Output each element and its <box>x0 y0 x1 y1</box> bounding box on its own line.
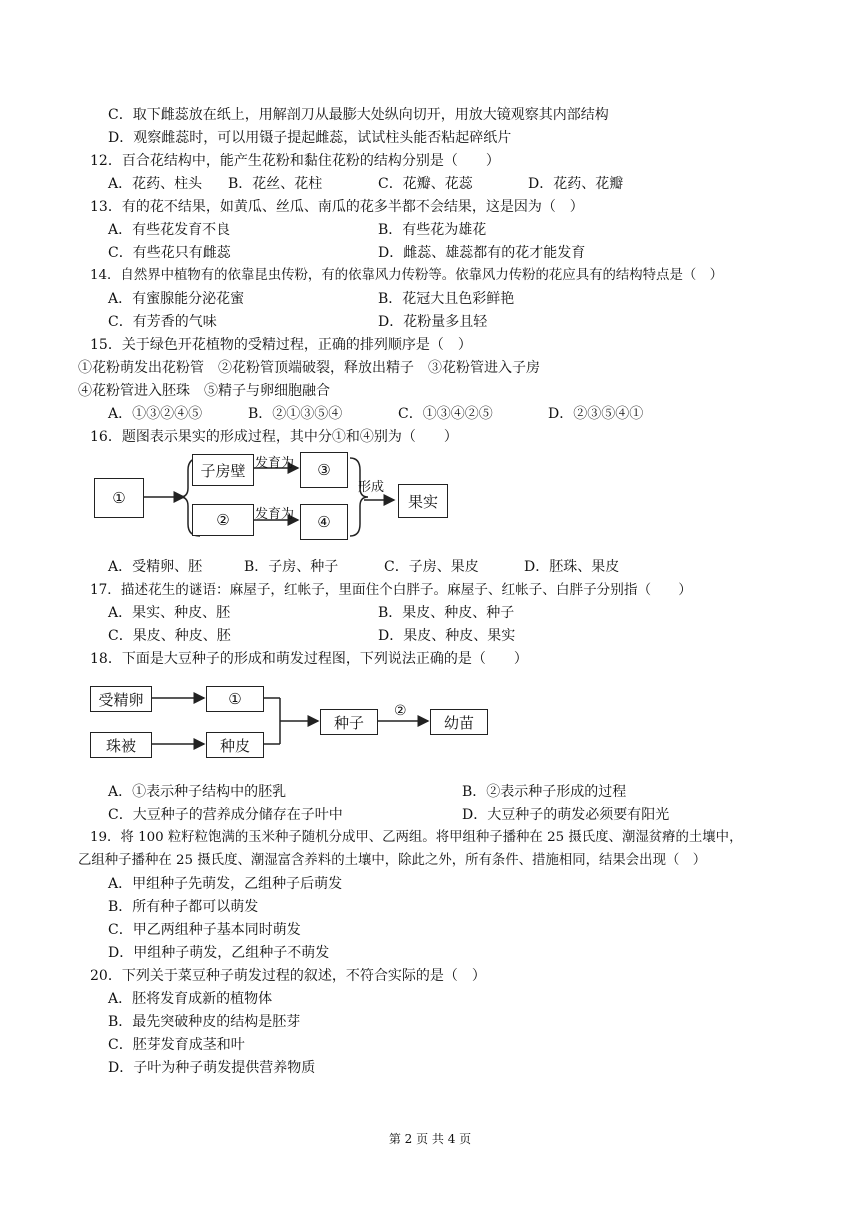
q18-box-seedling: 幼苗 <box>430 709 488 735</box>
q12-option-a: A．花药、柱头 <box>108 176 203 192</box>
q12-option-c: C．花瓣、花蕊 <box>378 176 473 192</box>
q15-option-c: C．①③④②⑤ <box>398 406 493 422</box>
q16-option-d: D．胚珠、果皮 <box>524 559 620 575</box>
q14-option-d: D．花粉量多且轻 <box>378 314 488 330</box>
q13-option-c: C．有些花只有雌蕊 <box>108 245 231 261</box>
q16-box-4: ④ <box>300 504 348 540</box>
q17-option-d: D．果皮、种皮、果实 <box>378 628 516 644</box>
q16-option-b: B．子房、种子 <box>244 559 339 575</box>
q20-option-b: B．最先突破种皮的结构是胚芽 <box>108 1014 301 1030</box>
q15-option-a: A．①③②④⑤ <box>108 406 203 422</box>
q18-option-d: D．大豆种子的萌发必须要有阳光 <box>462 807 670 823</box>
q16-box-fruit: 果实 <box>398 484 448 518</box>
q11-option-c: C．取下雌蕊放在纸上，用解剖刀从最膨大处纵向切开，用放大镜观察其内部结构 <box>108 107 609 123</box>
q17-option-c: C．果皮、种皮、胚 <box>108 628 231 644</box>
q16-stem: 16．题图表示果实的形成过程，其中分①和④别为（ ） <box>90 429 458 445</box>
q15-steps-line2: ④花粉管进入胚珠 ⑤精子与卵细胞融合 <box>78 383 330 399</box>
q13-stem: 13．有的花不结果，如黄瓜、丝瓜、南瓜的花多半都不会结果，这是因为（ ） <box>90 199 584 215</box>
q16-option-c: C．子房、果皮 <box>384 559 479 575</box>
q19-stem-line1: 19．将 100 粒籽粒饱满的玉米种子随机分成甲、乙两组。将甲组种子播种在 25 摄氏度、潮湿贫瘠的土壤中， <box>90 830 743 845</box>
q20-option-c: C．胚芽发育成茎和叶 <box>108 1037 245 1053</box>
q18-box-seed: 种子 <box>320 709 378 735</box>
q18-label-step-2: ② <box>394 703 407 719</box>
q16-box-2: ② <box>192 504 254 536</box>
page-footer: 第 2 页 共 4 页 <box>388 1132 472 1146</box>
q12-option-d: D．花药、花瓣 <box>528 176 624 192</box>
q13-option-a: A．有些花发育不良 <box>108 222 231 238</box>
q18-box-integument: 珠被 <box>90 732 152 758</box>
q14-option-c: C．有芳香的气味 <box>108 314 217 330</box>
q20-stem: 20．下列关于菜豆种子萌发过程的叙述，不符合实际的是（ ） <box>90 968 486 984</box>
q18-box-zygote: 受精卵 <box>90 686 152 712</box>
q14-stem: 14．自然界中植物有的依靠昆虫传粉，有的依靠风力传粉等。依靠风力传粉的花应具有的结构特点是（ ） <box>90 268 724 283</box>
q11-option-d: D．观察雌蕊时，可以用镊子提起雌蕊，试试柱头能否粘起碎纸片 <box>108 130 512 146</box>
q16-box-3: ③ <box>300 452 348 488</box>
q17-option-b: B．果皮、种皮、种子 <box>378 605 515 621</box>
q16-label-form: 形成 <box>358 480 385 495</box>
q16-label-develop-1: 发育为 <box>255 456 295 471</box>
q15-option-d: D．②③⑤④① <box>548 406 644 422</box>
q20-option-d: D．子叶为种子萌发提供营养物质 <box>108 1060 316 1076</box>
q19-option-c: C．甲乙两组种子基本同时萌发 <box>108 922 301 938</box>
q15-option-b: B．②①③⑤④ <box>248 406 343 422</box>
q15-steps-line1: ①花粉萌发出花粉管 ②花粉管顶端破裂，释放出精子 ③花粉管进入子房 <box>78 360 540 376</box>
q15-stem: 15．关于绿色开花植物的受精过程，正确的排列顺序是（ ） <box>90 337 472 353</box>
q20-option-a: A．胚将发育成新的植物体 <box>108 991 273 1007</box>
q13-option-d: D．雌蕊、雄蕊都有的花才能发育 <box>378 245 586 261</box>
q18-box-1: ① <box>206 686 264 712</box>
q18-option-b: B．②表示种子形成的过程 <box>462 784 627 800</box>
q16-box-1: ① <box>94 478 144 518</box>
q19-option-a: A．甲组种子先萌发，乙组种子后萌发 <box>108 876 343 892</box>
q14-option-b: B．花冠大且色彩鲜艳 <box>378 291 515 307</box>
q13-option-b: B．有些花为雄花 <box>378 222 487 238</box>
q18-option-a: A．①表示种子结构中的胚乳 <box>108 784 287 800</box>
q19-option-b: B．所有种子都可以萌发 <box>108 899 259 915</box>
q19-stem-line2: 乙组种子播种在 25 摄氏度、潮湿富含养料的土壤中，除此之外，所有条件、措施相同，结果会出现（ ） <box>78 853 707 868</box>
q16-box-ovary-wall: 子房壁 <box>192 454 254 486</box>
q18-option-c: C．大豆种子的营养成分储存在子叶中 <box>108 807 343 823</box>
q12-stem: 12．百合花结构中，能产生花粉和黏住花粉的结构分别是（ ） <box>90 153 500 169</box>
q16-option-a: A．受精卵、胚 <box>108 559 203 575</box>
q17-stem: 17．描述花生的谜语：麻屋子，红帐子，里面住个白胖子。麻屋子、红帐子、白胖子分别指（ ） <box>90 582 692 598</box>
q14-option-a: A．有蜜腺能分泌花蜜 <box>108 291 245 307</box>
q17-option-a: A．果实、种皮、胚 <box>108 605 231 621</box>
q12-option-b: B．花丝、花柱 <box>228 176 323 192</box>
q16-label-develop-2: 发育为 <box>255 507 295 522</box>
q18-stem: 18．下面是大豆种子的形成和萌发过程图，下列说法正确的是（ ） <box>90 651 528 667</box>
q19-option-d: D．甲组种子萌发，乙组种子不萌发 <box>108 945 330 961</box>
q18-box-seed-coat: 种皮 <box>206 732 264 758</box>
